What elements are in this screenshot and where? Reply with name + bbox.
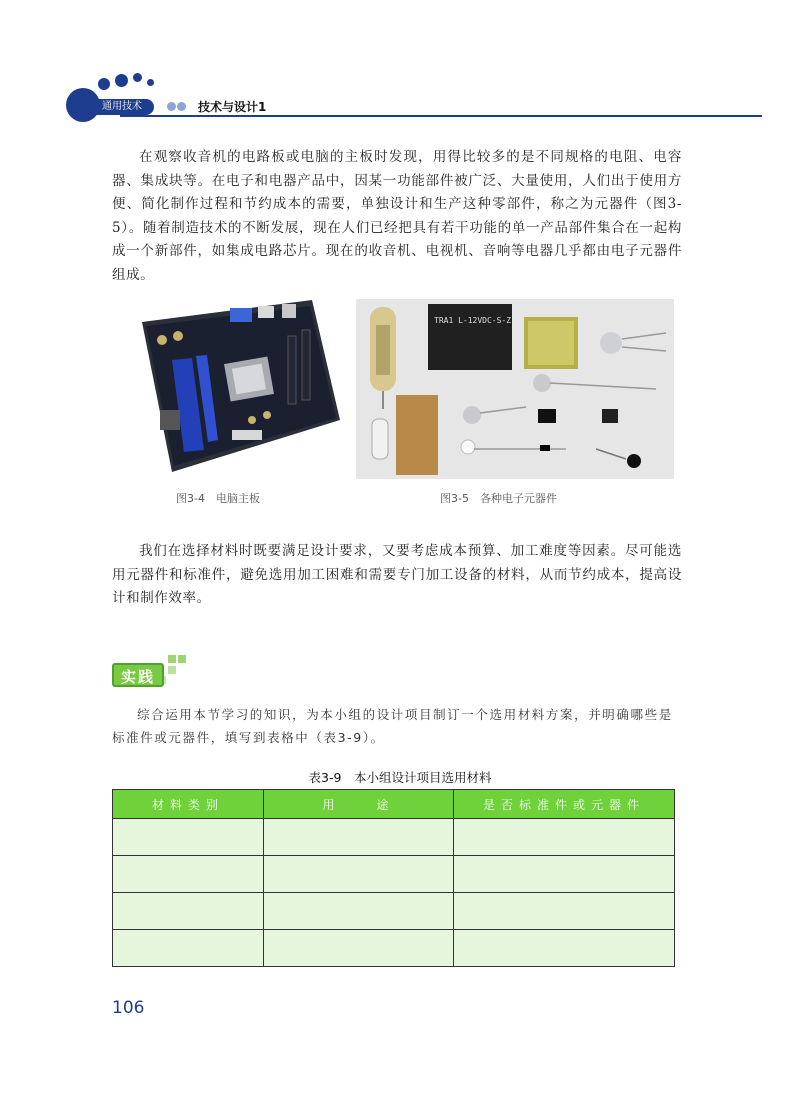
motherboard-photo bbox=[112, 300, 348, 478]
table-row bbox=[113, 856, 675, 893]
header-rule bbox=[120, 115, 762, 117]
table-title: 表3-9 本小组设计项目选用材料 bbox=[308, 770, 492, 785]
table-cell[interactable] bbox=[113, 930, 264, 967]
figure-3-5-caption: 图3-5 各种电子元器件 bbox=[440, 492, 557, 505]
materials-table bbox=[112, 789, 675, 967]
column-header-standard: 是否标准件或元器件 bbox=[454, 790, 675, 819]
column-header-purpose: 用 途 bbox=[264, 790, 454, 819]
table-cell[interactable] bbox=[454, 856, 675, 893]
page-number: 106 bbox=[112, 998, 145, 1018]
series-label: 通用技术 bbox=[96, 99, 154, 115]
practice-instructions: 综合运用本节学习的知识，为本小组的设计项目制订一个选用材料方案，并明确哪些是标准件或元器件，填写到表格中（表3-9）。 bbox=[112, 707, 673, 745]
table-cell[interactable] bbox=[264, 893, 454, 930]
column-header-category: 材料类别 bbox=[113, 790, 264, 819]
table-cell[interactable] bbox=[113, 819, 264, 856]
table-cell[interactable] bbox=[113, 856, 264, 893]
table-cell[interactable] bbox=[454, 930, 675, 967]
relay-label: TRA1 L-12VDC-S-Z bbox=[434, 316, 512, 325]
badge-square-1 bbox=[168, 655, 176, 663]
badge-square-2 bbox=[178, 655, 186, 663]
table-row bbox=[113, 930, 675, 967]
table-cell[interactable] bbox=[454, 819, 675, 856]
badge-square-3 bbox=[168, 666, 176, 674]
selection-paragraph: 我们在选择材料时既要满足设计要求，又要考虑成本预算、加工难度等因素。尽可能选用元器件和标准件，避免选用加工困难和需要专门加工设备的材料，从而节约成本，提高设计和制作效率。 bbox=[112, 543, 682, 606]
practice-badge: 实践 bbox=[112, 663, 164, 687]
header-dot-1 bbox=[98, 78, 110, 90]
table-cell[interactable] bbox=[264, 930, 454, 967]
header-dot-large bbox=[66, 88, 100, 122]
table-header-row bbox=[113, 790, 675, 819]
book-title: 技术与设计1 bbox=[198, 100, 267, 114]
table-cell[interactable] bbox=[264, 856, 454, 893]
table-cell[interactable] bbox=[264, 819, 454, 856]
figure-3-4-caption: 图3-4 电脑主板 bbox=[176, 492, 260, 505]
header-mini-dot-2 bbox=[177, 102, 186, 111]
header-dot-2 bbox=[115, 74, 128, 87]
intro-paragraph: 在观察收音机的电路板或电脑的主板时发现，用得比较多的是不同规格的电阻、电容器、集成块等。在电子和电器产品中，因某一功能部件被广泛、大量使用，人们出于使用方便、简化制作过程和节约成本的需要，单独设计和生产这种零部件，称之为元器件（图3-5）。随着制造技术的不断发展，现在人们已经把具有若干功能的单一产品部件集合在一起构成一个新部件，如集成电路芯片。现在的收音机、电视机、音响等电器几乎都由电子元器件组成。 bbox=[112, 149, 682, 283]
table-cell[interactable] bbox=[113, 893, 264, 930]
table-cell[interactable] bbox=[454, 893, 675, 930]
table-row bbox=[113, 893, 675, 930]
table-row bbox=[113, 819, 675, 856]
header-mini-dot-1 bbox=[167, 102, 176, 111]
header-dot-3 bbox=[133, 73, 142, 82]
components-photo bbox=[356, 299, 674, 479]
header-dot-4 bbox=[147, 79, 154, 86]
